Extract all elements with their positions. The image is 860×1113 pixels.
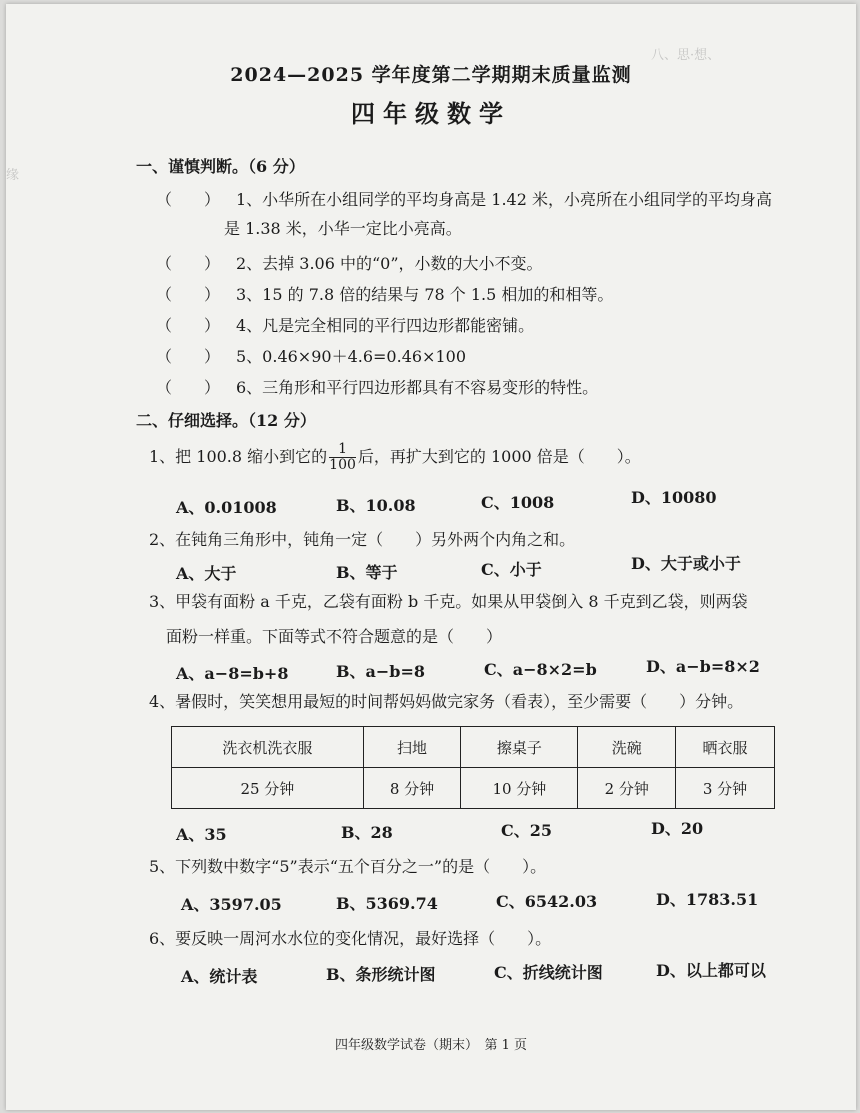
- q5-option-a[interactable]: A、3597.05: [181, 895, 282, 914]
- table-header-cell: 晒衣服: [676, 727, 775, 768]
- table-cell: 3 分钟: [676, 768, 775, 809]
- table-cell: 2 分钟: [578, 768, 676, 809]
- judge-item-1-paren[interactable]: （ ）: [156, 190, 221, 209]
- q1-option-c[interactable]: C、1008: [481, 493, 555, 512]
- q6-option-d[interactable]: D、以上都可以: [656, 961, 766, 980]
- q2-option-b[interactable]: B、等于: [336, 563, 398, 582]
- exam-title: 2024—2025 学年度第二学期期末质量监测: [230, 64, 632, 86]
- table-header-cell: 擦桌子: [461, 727, 578, 768]
- q2-option-d[interactable]: D、大于或小于: [631, 554, 741, 573]
- q2-option-a[interactable]: A、大于: [176, 564, 237, 583]
- fraction-numerator: 1: [329, 442, 356, 458]
- judge-item-1-text-cont: 是 1.38 米，小华一定比小亮高。: [224, 219, 462, 238]
- q4-option-a[interactable]: A、35: [176, 825, 227, 844]
- choice-q4-text: 4、暑假时，笑笑想用最短的时间帮妈妈做完家务（看表），至少需要（ ）分钟。: [149, 692, 744, 711]
- section1-title: 一、谨慎判断。（6 分）: [136, 157, 305, 176]
- q5-option-c[interactable]: C、6542.03: [496, 892, 598, 911]
- q2-option-c[interactable]: C、小于: [481, 560, 542, 579]
- q5-option-b[interactable]: B、5369.74: [336, 894, 438, 913]
- q6-option-b[interactable]: B、条形统计图: [326, 965, 436, 984]
- choice-q5-text: 5、下列数中数字“5”表示“五个百分之一”的是（ ）。: [149, 857, 547, 876]
- section2-title: 二、仔细选择。（12 分）: [136, 411, 316, 430]
- judge-item-5-paren[interactable]: （ ）: [156, 347, 221, 366]
- judge-item-3-paren[interactable]: （ ）: [156, 285, 221, 304]
- choice-q1-post: 后，再扩大到它的 1000 倍是（ ）。: [357, 447, 641, 466]
- bleed-through-text: 八、思·想、: [651, 48, 721, 63]
- judge-item-6-paren[interactable]: （ ）: [156, 378, 221, 397]
- fraction: [329, 442, 356, 473]
- q1-option-a[interactable]: A、0.01008: [176, 498, 277, 517]
- choice-q6-text: 6、要反映一周河水水位的变化情况，最好选择（ ）。: [149, 929, 552, 948]
- judge-item-3-text: 3、15 的 7.8 倍的结果与 78 个 1.5 相加的和相等。: [236, 285, 614, 304]
- judge-item-1-text: 1、小华所在小组同学的平均身高是 1.42 米，小亮所在小组同学的平均身高: [236, 190, 772, 209]
- judge-item-6-text: 6、三角形和平行四边形都具有不容易变形的特性。: [236, 378, 599, 397]
- judge-item-4-paren[interactable]: （ ）: [156, 316, 221, 335]
- table-row: [172, 768, 775, 809]
- chores-table: [171, 726, 775, 809]
- judge-item-5-text: 5、0.46×90＋4.6=0.46×100: [236, 347, 466, 366]
- q5-option-d[interactable]: D、1783.51: [656, 890, 759, 909]
- q3-option-a[interactable]: A、a−8=b+8: [176, 664, 289, 683]
- table-cell: 25 分钟: [172, 768, 364, 809]
- table-header-cell: 洗衣机洗衣服: [172, 727, 364, 768]
- q1-option-d[interactable]: D、10080: [631, 488, 717, 507]
- q4-option-b[interactable]: B、28: [341, 823, 393, 842]
- q3-option-c[interactable]: C、a−8×2=b: [484, 660, 597, 679]
- q4-option-d[interactable]: D、20: [651, 819, 704, 838]
- choice-q2-text: 2、在钝角三角形中，钝角一定（ ）另外两个内角之和。: [149, 530, 576, 549]
- bleed-through-mark: 缘: [6, 168, 20, 183]
- q1-option-b[interactable]: B、10.08: [336, 496, 416, 515]
- choice-q3-text: 3、甲袋有面粉 a 千克，乙袋有面粉 b 千克。如果从甲袋倒入 8 千克到乙袋，则两袋: [149, 592, 748, 611]
- exam-subtitle: 四年级数学: [351, 99, 511, 128]
- table-cell: 8 分钟: [363, 768, 461, 809]
- exam-page: [6, 4, 856, 1110]
- choice-q3-text-cont: 面粉一样重。下面等式不符合题意的是（ ）: [166, 627, 503, 646]
- q6-option-a[interactable]: A、统计表: [181, 967, 258, 986]
- table-header-row: [172, 727, 775, 768]
- judge-item-4-text: 4、凡是完全相同的平行四边形都能密铺。: [236, 316, 535, 335]
- choice-q1-pre: 1、把 100.8 缩小到它的: [149, 447, 328, 466]
- q3-option-d[interactable]: D、a−b=8×2: [646, 657, 760, 676]
- q4-option-c[interactable]: C、25: [501, 821, 553, 840]
- table-cell: 10 分钟: [461, 768, 578, 809]
- table-header-cell: 扫地: [363, 727, 461, 768]
- q3-option-b[interactable]: B、a−b=8: [336, 662, 426, 681]
- fraction-denominator: 100: [329, 457, 356, 473]
- judge-item-2-paren[interactable]: （ ）: [156, 254, 221, 273]
- table-header-cell: 洗碗: [578, 727, 676, 768]
- choice-q1-text: [149, 442, 641, 473]
- page-footer: 四年级数学试卷（期末） 第 1 页: [334, 1038, 528, 1053]
- q6-option-c[interactable]: C、折线统计图: [494, 963, 603, 982]
- judge-item-2-text: 2、去掉 3.06 中的“0”，小数的大小不变。: [236, 254, 543, 273]
